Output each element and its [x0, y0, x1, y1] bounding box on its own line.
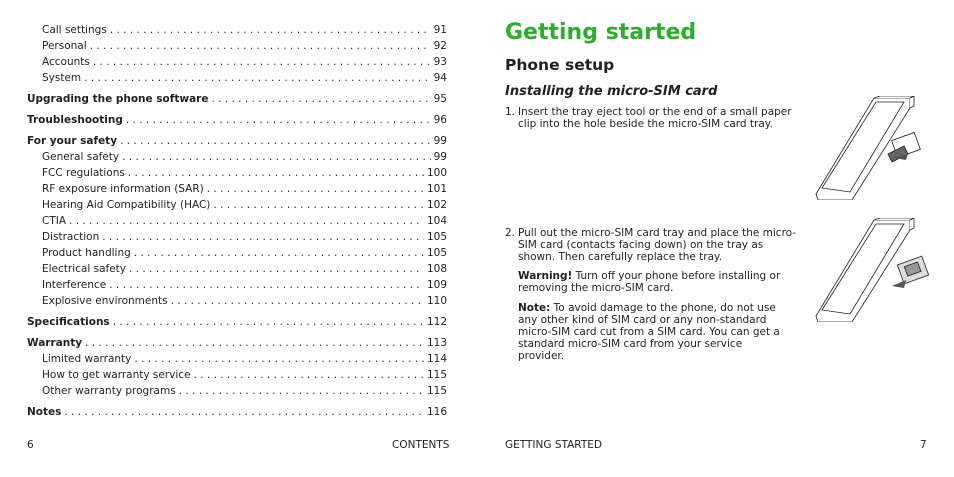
- step-2-number: 2.: [505, 227, 516, 239]
- toc-entry-page: 95: [433, 93, 447, 105]
- toc-leader-dots: [93, 54, 431, 70]
- toc-leader-dots: [128, 165, 424, 181]
- note-paragraph: [518, 302, 788, 362]
- toc-leader-dots: [171, 293, 424, 309]
- toc-entry-page: 116: [426, 406, 447, 418]
- toc-leader-dots: [213, 197, 424, 213]
- toc-entry[interactable]: [27, 149, 447, 165]
- toc-entry[interactable]: [27, 165, 447, 181]
- toc-entry[interactable]: [27, 314, 447, 330]
- toc-entry-label: Interference: [42, 279, 107, 291]
- toc-leader-dots: [120, 133, 431, 149]
- toc-entry-page: 93: [433, 56, 447, 68]
- toc-leader-dots: [109, 277, 424, 293]
- toc-entry-label: How to get warranty service: [42, 369, 191, 381]
- warning-text: Turn off your phone before installing or removing the micro-SIM card.: [518, 270, 781, 294]
- toc-entry-page: 115: [426, 385, 447, 397]
- toc-entry-page: 112: [426, 316, 447, 328]
- arrow-icon: [892, 280, 906, 288]
- toc-entry-label: CTIA: [42, 215, 67, 227]
- toc-leader-dots: [90, 38, 431, 54]
- toc-entry-label: Product handling: [42, 247, 131, 259]
- toc-leader-dots: [211, 91, 430, 107]
- left-footer-section: CONTENTS: [392, 439, 450, 451]
- toc-entry-page: 94: [433, 72, 447, 84]
- toc-entry[interactable]: [27, 213, 447, 229]
- toc-entry[interactable]: [27, 22, 447, 38]
- step-2-text: Pull out the micro-SIM card tray and place the micro-SIM card (contacts facing down) on the tray as shown. Then carefully replace the tray.: [518, 227, 797, 263]
- toc-entry-label: System: [42, 72, 82, 84]
- toc-entry[interactable]: [27, 404, 447, 420]
- toc-entry-page: 104: [426, 215, 447, 227]
- phone-sim-tray-illustration: [808, 218, 938, 322]
- toc-entry[interactable]: [27, 181, 447, 197]
- toc-entry-label: Call settings: [42, 24, 107, 36]
- toc-entry-label: Electrical safety: [42, 263, 126, 275]
- step-1-number: 1.: [505, 106, 516, 118]
- toc-entry-label: Other warranty programs: [42, 385, 176, 397]
- toc-leader-dots: [64, 404, 424, 420]
- toc-entry-label: Specifications: [27, 316, 110, 328]
- left-page-number: 6: [27, 439, 34, 451]
- toc-entry-page: 92: [433, 40, 447, 52]
- toc-entry[interactable]: [27, 293, 447, 309]
- toc-leader-dots: [134, 245, 424, 261]
- toc-entry-label: Personal: [42, 40, 87, 52]
- toc-leader-dots: [84, 70, 430, 86]
- toc-entry-page: 115: [426, 369, 447, 381]
- toc-entry[interactable]: [27, 277, 447, 293]
- toc-leader-dots: [110, 22, 431, 38]
- toc-entry-page: 114: [426, 353, 447, 365]
- toc-entry[interactable]: [27, 229, 447, 245]
- phone-eject-tool-illustration: [808, 96, 938, 200]
- toc-entry-label: Limited warranty: [42, 353, 132, 365]
- step-1-text: Insert the tray eject tool or the end of a small paper clip into the hole beside the micro-SIM card tray.: [518, 106, 792, 130]
- toc-leader-dots: [194, 367, 424, 383]
- toc-entry-page: 108: [426, 263, 447, 275]
- toc-entry[interactable]: [27, 38, 447, 54]
- toc-entry-label: General safety: [42, 151, 120, 163]
- toc-entry-label: Hearing Aid Compatibility (HAC): [42, 199, 211, 211]
- toc-entry[interactable]: [27, 54, 447, 70]
- toc-entry-page: 99: [433, 135, 447, 147]
- toc-leader-dots: [113, 314, 424, 330]
- warning-label: Warning!: [518, 270, 573, 282]
- toc-entry-page: 110: [426, 295, 447, 307]
- toc-leader-dots: [69, 213, 424, 229]
- step-1: [505, 106, 805, 130]
- toc-entry-label: FCC regulations: [42, 167, 125, 179]
- toc-entry-page: 99: [433, 151, 447, 163]
- toc-entry-label: Distraction: [42, 231, 100, 243]
- toc-entry[interactable]: [27, 133, 447, 149]
- toc-entry-page: 105: [426, 231, 447, 243]
- toc-entry-page: 100: [426, 167, 447, 179]
- toc-leader-dots: [129, 261, 424, 277]
- toc-entry-label: For your safety: [27, 135, 118, 147]
- toc-leader-dots: [102, 229, 424, 245]
- note-text: To avoid damage to the phone, do not use any other kind of SIM card or any non-standard micro-SIM card cut from a SIM card. You can get a standard micro-SIM card from your service provider.: [518, 302, 780, 362]
- toc-entry-label: RF exposure information (SAR): [42, 183, 204, 195]
- toc-leader-dots: [134, 351, 424, 367]
- toc-entry[interactable]: [27, 112, 447, 128]
- toc-entry-label: Explosive environments: [42, 295, 168, 307]
- toc-entry[interactable]: [27, 70, 447, 86]
- toc-entry-page: 102: [426, 199, 447, 211]
- toc-entry-page: 113: [426, 337, 447, 349]
- toc-leader-dots: [207, 181, 424, 197]
- toc-entry-label: Accounts: [42, 56, 90, 68]
- toc-entry[interactable]: [27, 245, 447, 261]
- toc-leader-dots: [122, 149, 431, 165]
- toc-leader-dots: [85, 335, 424, 351]
- toc-entry[interactable]: [27, 261, 447, 277]
- right-footer-section: GETTING STARTED: [505, 439, 602, 451]
- toc-entry[interactable]: [27, 335, 447, 351]
- toc-entry-label: Upgrading the phone software: [27, 93, 209, 105]
- toc-entry-label: Warranty: [27, 337, 83, 349]
- toc-entry[interactable]: [27, 91, 447, 107]
- toc-entry-page: 105: [426, 247, 447, 259]
- toc-entry-page: 109: [426, 279, 447, 291]
- toc-entry[interactable]: [27, 351, 447, 367]
- toc-entry[interactable]: [27, 383, 447, 399]
- step-2: [505, 227, 805, 263]
- toc-entry-label: Troubleshooting: [27, 114, 123, 126]
- toc-leader-dots: [179, 383, 424, 399]
- toc-entry-label: Notes: [27, 406, 62, 418]
- right-page-number: 7: [920, 439, 927, 451]
- toc-entry-page: 91: [433, 24, 447, 36]
- page-title: Getting started: [505, 20, 697, 45]
- toc-entry-page: 101: [426, 183, 447, 195]
- toc-leader-dots: [126, 112, 431, 128]
- note-label: Note:: [518, 302, 551, 314]
- toc-entry[interactable]: [27, 367, 447, 383]
- subsection-heading: Installing the micro-SIM card: [505, 84, 718, 99]
- warning-paragraph: [518, 270, 788, 294]
- section-heading: Phone setup: [505, 56, 615, 74]
- table-of-contents: [27, 22, 447, 420]
- toc-entry-page: 96: [433, 114, 447, 126]
- toc-entry[interactable]: [27, 197, 447, 213]
